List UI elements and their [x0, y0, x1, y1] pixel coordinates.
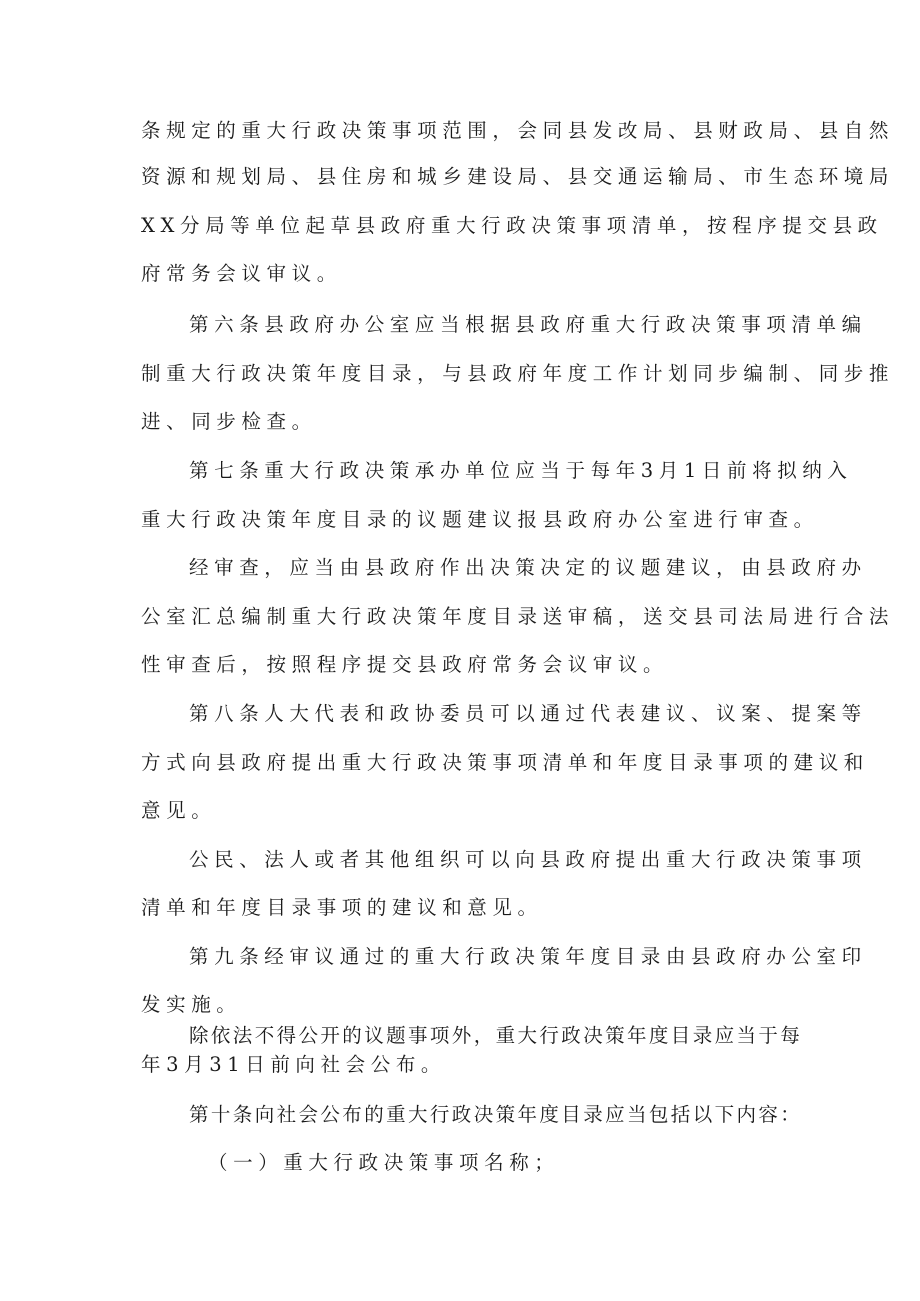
body-text-line: 发实施。	[141, 993, 242, 1016]
paragraph-line: 除依法不得公开的议题事项外，重大行政决策年度目录应当于每	[189, 1024, 803, 1047]
article-10-line: 第十条向社会公布的重大行政决策年度目录应当包括以下内容：	[189, 1103, 803, 1126]
article-7-line: 第七条重大行政决策承办单位应当于每年3月1日前将拟纳入	[189, 459, 853, 482]
body-text-line: 条规定的重大行政决策事项范围，会同县发改局、县财政局、县自然	[141, 119, 895, 142]
body-text-line: 制重大行政决策年度目录，与县政府年度工作计划同步编制、同步推	[141, 362, 895, 385]
article-8-line: 第八条人大代表和政协委员可以通过代表建议、议案、提案等	[189, 702, 867, 725]
body-text-line: 清单和年度目录事项的建议和意见。	[141, 896, 543, 919]
body-text-line: 资源和规划局、县住房和城乡建设局、县交通运输局、市生态环境局	[141, 165, 895, 188]
body-text-line: 公室汇总编制重大行政决策年度目录送审稿，送交县司法局进行合法	[141, 605, 895, 628]
body-text-line: XX分局等单位起草县政府重大行政决策事项清单，按程序提交县政	[141, 214, 883, 237]
paragraph-line: 经审查，应当由县政府作出决策决定的议题建议，由县政府办	[189, 556, 867, 579]
body-text-line: 年3月31日前向社会公布。	[141, 1053, 447, 1076]
article-6-line: 第六条县政府办公室应当根据县政府重大行政决策事项清单编	[189, 313, 867, 336]
article-9-line: 第九条经审议通过的重大行政决策年度目录由县政府办公室印	[189, 945, 867, 968]
body-text-line: 重大行政决策年度目录的议题建议报县政府办公室进行审查。	[141, 508, 819, 531]
list-item-1: （一）重大行政决策事项名称；	[208, 1151, 560, 1174]
body-text-line: 意见。	[141, 799, 217, 822]
body-text-line: 方式向县政府提出重大行政决策事项清单和年度目录事项的建议和	[141, 751, 869, 774]
paragraph-line: 公民、法人或者其他组织可以向县政府提出重大行政决策事项	[189, 848, 867, 871]
body-text-line: 进、同步检查。	[141, 410, 317, 433]
body-text-line: 府常务会议审议。	[141, 262, 342, 285]
body-text-line: 性审查后，按照程序提交县政府常务会议审议。	[141, 653, 669, 676]
